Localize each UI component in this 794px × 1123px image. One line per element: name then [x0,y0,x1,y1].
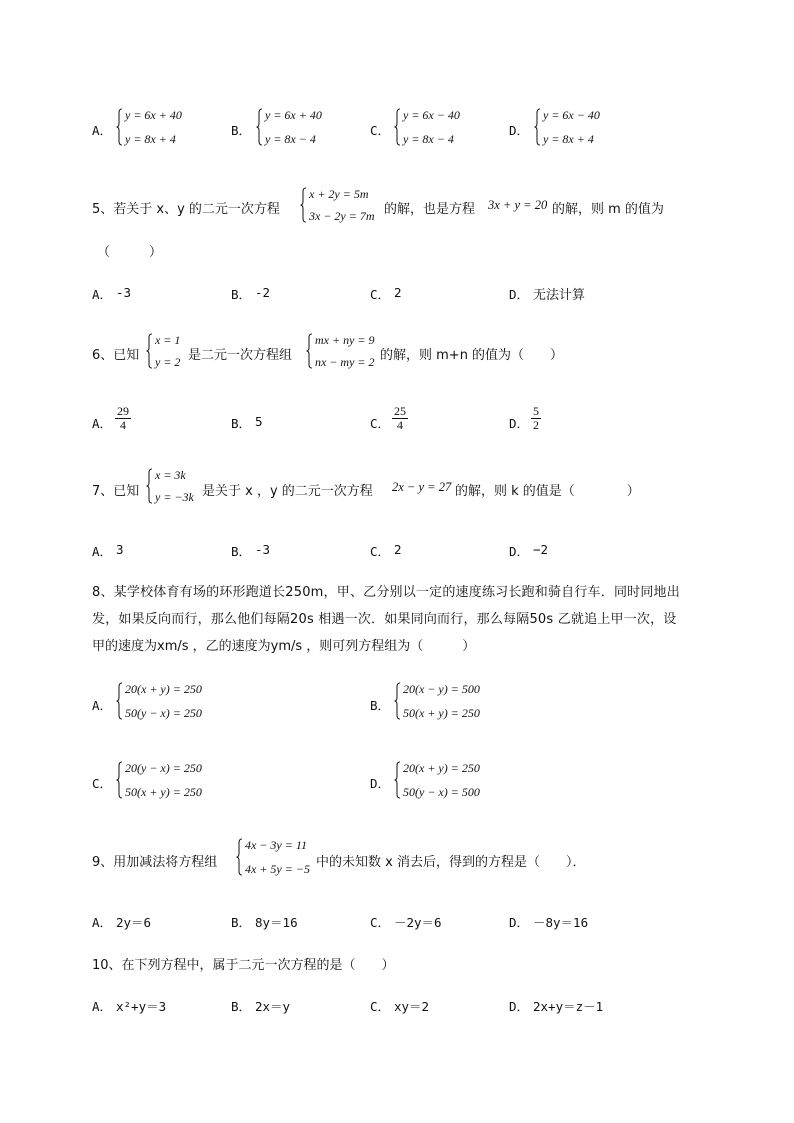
option-text: －8y＝16 [533,915,589,930]
option-text: 2x＝y [255,999,291,1014]
option-text: 2 [394,285,402,300]
equation-system: x + 2y = 5m 3x − 2y = 7m [300,187,384,223]
brace-icon [534,108,541,146]
option-text: -3 [255,542,271,557]
equation-system: y = 6x + 40 y = 8x + 4 [116,108,196,146]
fraction: $\frac{29}{4}$ [117,404,129,432]
question-stem: 8、某学校体育有场的环形跑道长250m，甲、乙分别以一定的速度练习长跑和骑自行车．同时同地出 [92,585,680,600]
option-text: －2y＝6 [394,915,442,930]
question-stem: 10、在下列方程中，属于二元一次方程的是（ ） [92,958,395,973]
option-text: -2 [255,285,271,300]
fraction: $\frac{5}{2}$ [533,404,539,432]
option-text: 8y＝16 [255,915,298,930]
brace-icon [116,108,123,146]
brace-icon [256,108,263,146]
fraction: $\frac{25}{4}$ [394,404,406,432]
brace-icon [236,838,243,876]
equation-system: y = 6x − 40 y = 8x + 4 [534,108,614,146]
brace-icon [146,468,153,504]
option-label: C． [370,123,391,138]
question-stem: 甲的速度为xm/s ，乙的速度为ym/s ，则可列方程组为（ ） [92,639,476,654]
option-text: -3 [116,285,132,300]
brace-icon [300,187,307,223]
equation-system: 20(x + y) = 250 50(y − x) = 250 [116,682,226,720]
option-text: 2x+y＝z－1 [533,999,604,1014]
question-stem: 发，如果反向而行，那么他们每隔20s 相遇一次．如果同向而行，那么每隔50s 乙就追上甲一次，设 [92,612,677,627]
brace-icon [146,333,153,369]
option-text: 2 [394,542,402,557]
option-text: 3 [116,542,124,557]
inline-equation: 3x + y = 20 [488,198,548,212]
equation-system: 4x − 3y = 11 4x + 5y = −5 [236,838,318,876]
brace-icon [116,682,123,720]
option-text: 无法计算 [533,288,586,303]
equation-system: mx + ny = 9 nx − my = 2 [306,333,380,369]
question-stem: 6、已知 [92,348,140,363]
option-text: 5 [255,414,263,429]
option-text: x²+y＝3 [116,999,167,1014]
brace-icon [306,333,313,369]
equation-system: x = 1 y = 2 [146,333,192,369]
brace-icon [394,761,401,799]
option-label: A． [92,123,113,138]
brace-icon [394,682,401,720]
option-label: B． [231,123,252,138]
question-stem: 5、若关于 x、y 的二元一次方程 [92,202,280,217]
brace-icon [394,108,401,146]
question-stem: 7、已知 [92,484,140,499]
equation-system: x = 3k y = −3k [146,468,202,504]
option-text: −2 [533,542,549,557]
answer-paren: （ ） [97,245,163,260]
equation-system: 20(y − x) = 250 50(x + y) = 250 [116,761,226,799]
equation-system: y = 6x − 40 y = 8x − 4 [394,108,474,146]
option-text: xy＝2 [394,999,430,1014]
option-text: 2y＝6 [116,915,152,930]
equation-system: y = 6x + 40 y = 8x − 4 [256,108,336,146]
equation-system: 20(x − y) = 500 50(x + y) = 250 [394,682,504,720]
equation-system: 20(x + y) = 250 50(y − x) = 500 [394,761,504,799]
option-label: D． [509,123,530,138]
brace-icon [116,761,123,799]
question-stem: 9、用加减法将方程组 [92,855,218,870]
inline-equation: 2x − y = 27 [392,480,452,494]
